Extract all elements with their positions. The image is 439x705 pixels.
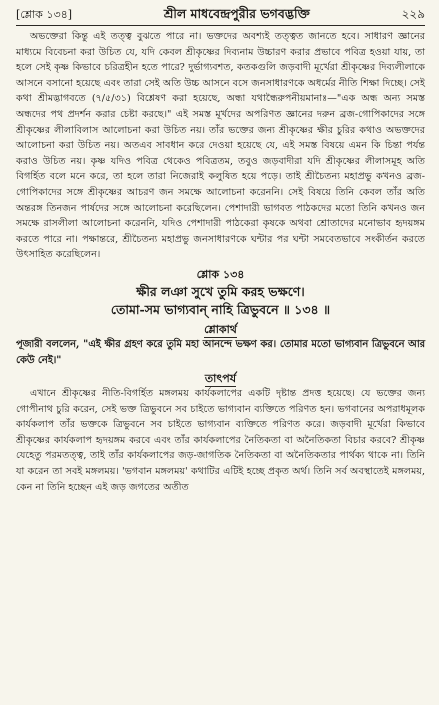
verse-reference: [শ্লোক ১৩৪]	[16, 8, 73, 21]
translation-text: পূজারী বললেন, "এই ক্ষীর গ্রহণ করে তুমি মহা আনন্দে ভক্ষণ কর। তোমার মতো ভাগ্যবান ত্রিভুবনে আর কেউ নেই।"	[16, 338, 425, 366]
verse-line-1: ক্ষীর লঞা সুখে তুমি করহ ভক্ষণে।	[136, 283, 305, 299]
commentary-continued	[16, 29, 425, 263]
translation-heading: শ্লোকার্থ	[204, 322, 237, 336]
purport-paragraph: এখানে শ্রীকৃষ্ণের নীতি-বিগর্হিত মঙ্গলময় কার্যকলাপের একটি দৃষ্টান্ত প্রদত্ত হয়েছে। যে ভক্তের জন্য গোপীনাথ চুরি করেন, সেই ভক্ত ত্রিভুবনে সব চাইতে ভাগ্যবান ব্যক্তিতে পরিণত হন। ভগবানের অপরাধমূলক কার্যকলাপ তাঁর ভক্তকে ত্রিভুবনে সব চাইতে ভাগ্যবান ব্যক্তিতে পরিণত করে। জড়বাদী মূর্খেরা কিভাবে শ্রীকৃষ্ণের কার্যকলাপ হৃদয়ঙ্গম করবে এবং তাঁর কার্যকলাপের নৈতিকতা বা অনৈতিকতা বিচার করবে? শ্রীকৃষ্ণ যেহেতু পরমতত্ত্ব, তাই তাঁর কার্যকলাপের জড়-জাগতিক নৈতিকতা বা অনৈতিকতার পার্থক্য থাকে না। তিনি যা করেন তা সবই মঙ্গলময়। 'ভগবান মঙ্গলময়' কথাটির এটিই হচ্ছে প্রকৃত অর্থ। তিনি সর্ব অবস্থাতেই মঙ্গলময়, কেন না তিনি হচ্ছেন এই জড় জগতের অতীত	[16, 388, 425, 493]
commentary-paragraph: অভক্তেরা কিন্তু এই তত্ত্ব বুঝতে পারে না। ভক্তদের অবশ্যই তত্ত্বত জানতে হবে। সাধারণ জ্ঞানের মাধ্যমে বিবেচনা করা উচিত যে, যদি কেবল শ্রীকৃষ্ণের দিব্যনাম উচ্চারণ করার প্রভাবে পবিত্র হওয়া যায়, তা হলে সেই কৃষ্ণ কিভাবে চরিত্রহীন হতে পারে? দুর্ভাগ্যবশত, কতকগুলি জড়বাদী মূর্খেরা শ্রীকৃষ্ণের দিব্যলীলাকে আসনে বসানো হয়েছে এবং তারা সেই অতি উচ্চ আসনে বসে জনসাধারণকে অধর্মের নীতি শিক্ষা দিচ্ছে। সেই কথা শ্রীমদ্ভাগবতে (৭/৫/৩১) বিশ্লেষণ করা হয়েছে, অন্ধা যথান্ধৈরুপনীয়মানাঃ—"এক অন্ধ অন্য সমস্ত অন্ধদের পথ প্রদর্শন করার চেষ্টা করছে।" এই সমস্ত মূর্খদের অপরিণত জ্ঞানের দরুন ব্রজ-গোপিকাদের সঙ্গে শ্রীকৃষ্ণের লীলাবিলাস আলোচনা করা উচিত নয়। তাঁর ভক্তের জন্য শ্রীকৃষ্ণের ক্ষীর চুরির কথাও অভক্তদের আলোচনা করা উচিত নয়। অতএব সাবধান করে দেওয়া হয়েছে যে, এই সমস্ত বিষয়ে এমন কি চিন্তা পর্যন্ত করাও উচিত নয়। কৃষ্ণ যদিও পবিত্র থেকেও পবিত্রতম, তবুও জড়বাদীরা যদি শ্রীকৃষ্ণের লীলাসমূহ অতি বিগর্হিত বলে মনে করে, তা হলে তারা নিজেরাই কলুষিত হয়ে পড়ে। তাই শ্রীচৈতন্য মহাপ্রভু কখনও ব্রজ-গোপিকাদের সঙ্গে শ্রীকৃষ্ণের আচরণ জন সমক্ষে আলোচনা করেননি। সেই বিষয়ে তিনি কেবল তাঁর অতি অন্তরঙ্গ তিনজন পার্ষদের সঙ্গে আলোচনা করেছিলেন। পেশাদারী ভাগবত পাঠকদের মতো তিনি কখনও জন সমক্ষে রাসলীলা আলোচনা করেননি, যদিও পেশাদারী পাঠকেরা কৃষকে অথবা শ্রোতাদের মনোভাব হৃদয়ঙ্গম করতে পারে না। পক্ষান্তরে, শ্রীচৈতন্য মহাপ্রভু জনসাধারণকে ঘন্টার পর ঘন্টা সমবেতভাবে সংকীর্তন করতে উৎসাহিত করেছিলেন।	[16, 31, 425, 261]
page-number: ২২৯	[401, 7, 425, 21]
verse-line-2: তোমা-সম ভাগ্যবান্ নাহি ত্রিভুবনে ॥ ১৩৪ ॥	[110, 301, 331, 317]
verse-label: শ্লোক ১৩৪	[196, 267, 245, 281]
running-title: শ্রীল মাধবেন্দ্রপুরীর ভগবদ্ভক্তি	[163, 6, 310, 21]
header-rule	[16, 25, 425, 26]
page-header	[16, 6, 425, 23]
purport-heading: তাৎপর্য	[204, 372, 237, 386]
purport-body	[16, 386, 425, 495]
